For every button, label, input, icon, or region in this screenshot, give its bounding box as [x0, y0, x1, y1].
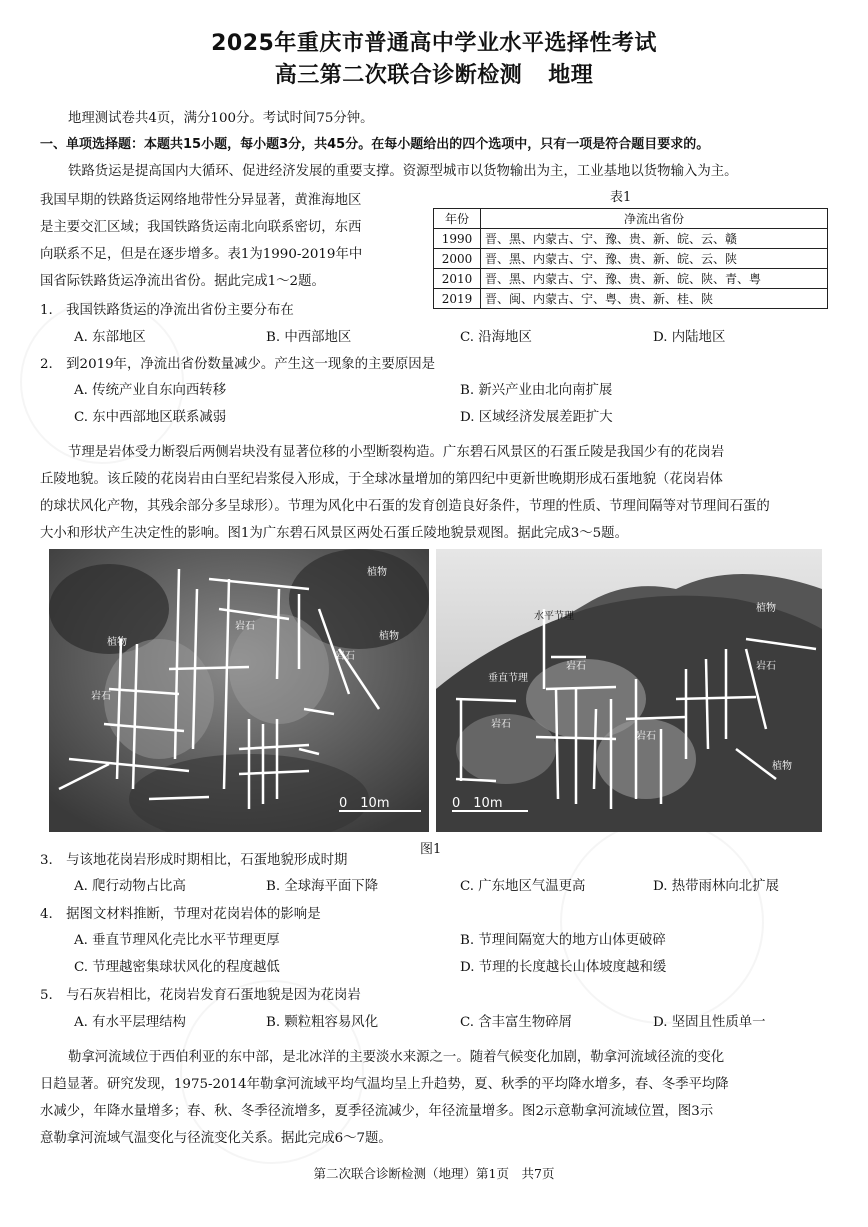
q3-option-c[interactable]: C. 广东地区气温更高 — [460, 879, 586, 894]
passage2-line: 大小和形状产生决定性的影响。图1为广东碧石风景区两处石蛋丘陵地貌景观图。据此完成3～5题。 — [40, 526, 628, 541]
exam-title: 2025年重庆市普通高中学业水平选择性考试 — [211, 31, 657, 56]
passage1-line: 国省际铁路货运净流出省份。据此完成1～2题。 — [40, 274, 325, 289]
table-row — [434, 289, 828, 309]
right-scale-label: 0 10m — [452, 796, 503, 811]
figure1-left-graphic — [49, 549, 429, 832]
section-heading: 一、单项选择题：本题共15小题，每小题3分，共45分。在每小题给出的四个选项中，只有一项是符合题目要求的。 — [40, 137, 710, 152]
right-label: 岩石 — [636, 731, 656, 742]
page-footer: 第二次联合诊断检测（地理）第1页 共7页 — [313, 1166, 555, 1181]
passage1-line: 是主要交汇区域；我国铁路货运南北向联系密切，东西 — [40, 220, 362, 235]
table-row — [434, 249, 828, 269]
right-label: 岩石 — [756, 661, 776, 672]
right-label: 岩石 — [491, 719, 511, 730]
q4-option-c[interactable]: C. 节理越密集球状风化的程度越低 — [74, 960, 280, 975]
left-label: 植物 — [367, 567, 387, 578]
q1-option-d[interactable]: D. 内陆地区 — [653, 330, 726, 345]
passage1-line: 向联系不足，但是在逐步增多。表1为1990-2019年中 — [40, 247, 363, 262]
watermark-ring — [560, 820, 764, 1024]
q4-option-b[interactable]: B. 节理间隔宽大的地方山体更破碎 — [460, 933, 666, 948]
figure1-right-photo — [436, 549, 822, 832]
q5-option-a[interactable]: A. 有水平层理结构 — [74, 1015, 186, 1030]
right-label: 岩石 — [566, 661, 586, 672]
passage1-line: 铁路货运是提高国内大循环、促进经济发展的重要支撑。资源型城市以货物输出为主，工业基地以货物输入为主。 — [68, 164, 738, 179]
passage3-line: 日趋显著。研究发现，1975-2014年勒拿河流域平均气温均呈上升趋势，夏、秋季的平均降水增多，春、冬季平均降 — [40, 1077, 729, 1092]
passage3-line: 意勒拿河流域气温变化与径流变化关系。据此完成6～7题。 — [40, 1131, 392, 1146]
right-label: 水平节理 — [534, 611, 574, 622]
question-3-stem: 3. 与该地花岗岩形成时期相比，石蛋地貌形成时期 — [40, 853, 348, 868]
q2-option-b[interactable]: B. 新兴产业由北向南扩展 — [460, 383, 613, 398]
q2-option-d[interactable]: D. 区域经济发展差距扩大 — [460, 410, 613, 425]
q5-option-c[interactable]: C. 含丰富生物碎屑 — [460, 1015, 573, 1030]
table-row — [434, 229, 828, 249]
q3-option-a[interactable]: A. 爬行动物占比高 — [74, 879, 186, 894]
figure1-left-photo — [49, 549, 429, 832]
question-4-stem: 4. 据图文材料推断，节理对花岗岩体的影响是 — [40, 907, 321, 922]
question-2-stem: 2. 到2019年，净流出省份数量减少。产生这一现象的主要原因是 — [40, 357, 436, 372]
q3-option-b[interactable]: B. 全球海平面下降 — [266, 879, 379, 894]
left-label: 植物 — [379, 631, 399, 642]
right-label: 植物 — [756, 603, 776, 614]
right-label: 垂直节理 — [488, 673, 528, 684]
figure1-caption: 图1 — [420, 842, 442, 857]
table-caption: 表1 — [610, 190, 632, 205]
q1-option-c[interactable]: C. 沿海地区 — [460, 330, 532, 345]
table-cell-year: 2019 — [434, 289, 481, 309]
q4-option-d[interactable]: D. 节理的长度越长山体坡度越和缓 — [460, 960, 667, 975]
table-cell-provinces: 晋、黑、内蒙古、宁、豫、贵、新、皖、云、赣 — [481, 229, 828, 249]
left-label: 岩石 — [235, 621, 255, 632]
subject-label: 地理 — [548, 63, 594, 88]
passage1-line: 我国早期的铁路货运网络地带性分异显著，黄淮海地区 — [40, 193, 362, 208]
q1-option-a[interactable]: A. 东部地区 — [74, 330, 146, 345]
passage2-line: 的球状风化产物，其残余部分多呈球形）。节理为风化中石蛋的发育创造良好条件，节理的性质、节理间隔等对节理间石蛋的 — [40, 499, 770, 514]
q1-option-b[interactable]: B. 中西部地区 — [266, 330, 352, 345]
table-cell-provinces: 晋、黑、内蒙古、宁、豫、贵、新、皖、陕、青、粤 — [481, 269, 828, 289]
table-header-provinces: 净流出省份 — [481, 209, 828, 229]
figure1-right-graphic — [436, 549, 822, 832]
table-cell-year: 1990 — [434, 229, 481, 249]
intro-line: 地理测试卷共4页，满分100分。考试时间75分钟。 — [68, 111, 374, 126]
q3-option-d[interactable]: D. 热带雨林向北扩展 — [653, 879, 779, 894]
subtitle-main: 高三第二次联合诊断检测 — [274, 63, 523, 88]
q5-option-b[interactable]: B. 颗粒粗容易风化 — [266, 1015, 379, 1030]
q5-option-d[interactable]: D. 坚固且性质单一 — [653, 1015, 766, 1030]
passage3-line: 勒拿河流域位于西伯利亚的东中部，是北冰洋的主要淡水来源之一。随着气候变化加剧，勒拿河流域径流的变化 — [68, 1050, 725, 1065]
table-header-year: 年份 — [434, 209, 481, 229]
table-cell-year: 2010 — [434, 269, 481, 289]
q4-option-a[interactable]: A. 垂直节理风化壳比水平节理更厚 — [74, 933, 280, 948]
passage3-line: 水减少，年降水量增多；春、秋、冬季径流增多，夏季径流减少，年径流量增多。图2示意勒拿河流域位置，图3示 — [40, 1104, 714, 1119]
question-5-stem: 5. 与石灰岩相比，花岗岩发育石蛋地貌是因为花岗岩 — [40, 988, 361, 1003]
right-label: 植物 — [772, 761, 792, 772]
left-scale-label: 0 10m — [339, 796, 390, 811]
table-header-row — [434, 209, 828, 229]
passage2-line: 丘陵地貌。该丘陵的花岗岩由白垩纪岩浆侵入形成，于全球冰量增加的第四纪中更新世晚期形成石蛋地貌（花岗岩体 — [40, 472, 723, 487]
left-label: 植物 — [107, 637, 127, 648]
exam-subtitle — [0, 58, 868, 89]
table-cell-provinces: 晋、闽、内蒙古、宁、粤、贵、新、桂、陕 — [481, 289, 828, 309]
left-label: 岩石 — [91, 691, 111, 702]
q2-option-a[interactable]: A. 传统产业自东向西转移 — [74, 383, 227, 398]
question-1-stem: 1. 我国铁路货运的净流出省份主要分布在 — [40, 303, 294, 318]
table-cell-year: 2000 — [434, 249, 481, 269]
q2-option-c[interactable]: C. 东中西部地区联系减弱 — [74, 410, 227, 425]
table-1 — [433, 208, 828, 309]
passage2-line: 节理是岩体受力断裂后两侧岩块没有显著位移的小型断裂构造。广东碧石风景区的石蛋丘陵是我国少有的花岗岩 — [68, 445, 725, 460]
left-label: 岩石 — [335, 651, 355, 662]
table-cell-provinces: 晋、黑、内蒙古、宁、豫、贵、新、皖、云、陕 — [481, 249, 828, 269]
table-row — [434, 269, 828, 289]
